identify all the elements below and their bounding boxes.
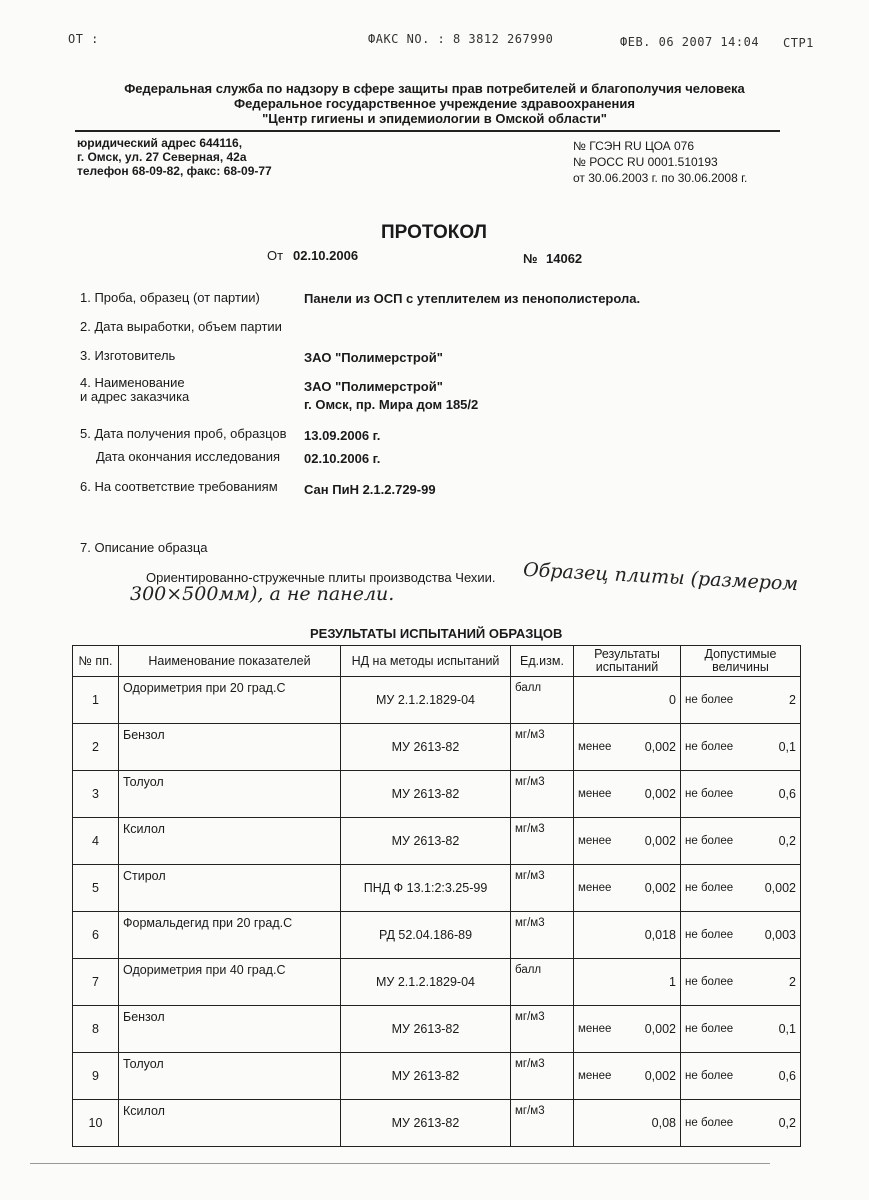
row-limit bbox=[681, 1100, 801, 1147]
row-limit-value: 2 bbox=[789, 693, 796, 707]
row-limit-prefix: не более bbox=[685, 835, 734, 847]
row-num bbox=[73, 865, 119, 912]
header-num: № пп. bbox=[73, 646, 119, 677]
footer-scan-line bbox=[30, 1163, 770, 1164]
row-num bbox=[73, 912, 119, 959]
address-line-1: юридический адрес 644116, bbox=[77, 136, 243, 150]
row-result-prefix: менее bbox=[578, 1070, 612, 1082]
row-unit-text: мг/м3 bbox=[515, 1058, 545, 1070]
table-row bbox=[73, 724, 801, 771]
row-result bbox=[574, 1053, 681, 1100]
row-limit bbox=[681, 912, 801, 959]
row-result-value: 0,018 bbox=[644, 928, 676, 942]
row-method-text: МУ 2613-82 bbox=[391, 740, 460, 754]
row-limit-prefix: не более bbox=[685, 694, 734, 706]
field-4-value-b: г. Омск, пр. Мира дом 185/2 bbox=[304, 397, 479, 412]
row-limit bbox=[681, 1006, 801, 1053]
row-name-text: Формальдегид при 20 град.С bbox=[123, 916, 293, 930]
row-unit-text: балл bbox=[515, 682, 542, 694]
row-unit bbox=[511, 1053, 574, 1100]
org-line-3: "Центр гигиены и эпидемиологии в Омской области" bbox=[262, 111, 607, 126]
row-num bbox=[73, 771, 119, 818]
protocol-number: 14062 bbox=[546, 251, 583, 266]
row-num-text: 8 bbox=[92, 1022, 99, 1036]
row-result bbox=[574, 912, 681, 959]
table-row bbox=[73, 771, 801, 818]
field-4-label-a: 4. Наименование bbox=[80, 375, 185, 390]
row-method-text: ПНД Ф 13.1:2:3.25-99 bbox=[363, 881, 488, 895]
row-name-text: Ксилол bbox=[123, 1104, 165, 1118]
field-6-label: 6. На соответствие требованиям bbox=[80, 479, 278, 494]
row-result-value: 0,002 bbox=[644, 1022, 676, 1036]
field-6-value: Сан ПиН 2.1.2.729-99 bbox=[304, 482, 436, 497]
row-result bbox=[574, 724, 681, 771]
row-num-text: 4 bbox=[92, 834, 99, 848]
row-limit-prefix: не более bbox=[685, 741, 734, 753]
field-5-value-b: 02.10.2006 г. bbox=[304, 451, 381, 466]
row-unit-text: мг/м3 bbox=[515, 823, 545, 835]
row-unit bbox=[511, 724, 574, 771]
row-num bbox=[73, 1006, 119, 1053]
row-name-text: Одориметрия при 20 град.С bbox=[123, 681, 286, 695]
row-method-text: МУ 2.1.2.1829-04 bbox=[376, 693, 475, 707]
row-result-prefix: менее bbox=[578, 835, 612, 847]
table-row bbox=[73, 677, 801, 724]
row-limit-value: 2 bbox=[789, 975, 796, 989]
row-limit-prefix: не более bbox=[685, 1023, 734, 1035]
row-result-value: 1 bbox=[669, 975, 676, 989]
table-row bbox=[73, 912, 801, 959]
row-num-text: 10 bbox=[88, 1116, 103, 1130]
row-limit bbox=[681, 959, 801, 1006]
row-unit bbox=[511, 1100, 574, 1147]
row-name bbox=[119, 1053, 341, 1100]
header-unit: Ед.изм. bbox=[511, 646, 574, 677]
row-num bbox=[73, 818, 119, 865]
table-row bbox=[73, 818, 801, 865]
row-unit bbox=[511, 865, 574, 912]
row-method bbox=[341, 818, 511, 865]
row-num bbox=[73, 959, 119, 1006]
fax-number: ФАКС NO. : 8 3812 267990 bbox=[368, 32, 554, 46]
org-line-1: Федеральная служба по надзору в сфере защиты прав потребителей и благополучия человека bbox=[124, 81, 745, 96]
results-table bbox=[72, 645, 801, 1147]
row-limit bbox=[681, 771, 801, 818]
protocol-number-label: № bbox=[523, 251, 538, 266]
row-limit-value: 0,003 bbox=[764, 928, 796, 942]
row-unit bbox=[511, 771, 574, 818]
accreditation-line-3: от 30.06.2003 г. по 30.06.2008 г. bbox=[573, 171, 748, 185]
row-limit-value: 0,6 bbox=[778, 787, 796, 801]
row-method-text: МУ 2613-82 bbox=[391, 1116, 460, 1130]
row-method bbox=[341, 865, 511, 912]
fax-page: СТР1 bbox=[783, 36, 814, 50]
header-divider bbox=[75, 130, 780, 132]
row-unit-text: мг/м3 bbox=[515, 776, 545, 788]
table-row bbox=[73, 1006, 801, 1053]
row-method-text: МУ 2613-82 bbox=[391, 834, 460, 848]
row-limit-prefix: не более bbox=[685, 1117, 734, 1129]
accreditation-line-1: № ГСЭН RU ЦОА 076 bbox=[573, 139, 695, 153]
row-name bbox=[119, 724, 341, 771]
address-line-2: г. Омск, ул. 27 Северная, 42а bbox=[77, 150, 247, 164]
row-limit-value: 0,2 bbox=[778, 1116, 796, 1130]
row-name-text: Толуол bbox=[123, 775, 164, 789]
row-result-value: 0,002 bbox=[644, 1069, 676, 1083]
row-limit bbox=[681, 1053, 801, 1100]
row-name bbox=[119, 865, 341, 912]
row-unit-text: мг/м3 bbox=[515, 729, 545, 741]
row-num-text: 7 bbox=[92, 975, 99, 989]
handwritten-note-line-1: Образец плиты (размером bbox=[522, 558, 799, 596]
field-3-value: ЗАО "Полимерстрой" bbox=[304, 350, 443, 365]
row-name-text: Бензол bbox=[123, 728, 165, 742]
protocol-from-label: От bbox=[267, 248, 284, 263]
row-unit-text: мг/м3 bbox=[515, 870, 545, 882]
row-result bbox=[574, 771, 681, 818]
field-2-label: 2. Дата выработки, объем партии bbox=[80, 319, 282, 334]
header-method: НД на методы испытаний bbox=[341, 646, 511, 677]
header-name: Наименование показателей bbox=[119, 646, 341, 677]
row-method bbox=[341, 1006, 511, 1053]
row-method bbox=[341, 724, 511, 771]
row-num-text: 1 bbox=[92, 693, 99, 707]
row-limit-value: 0,1 bbox=[778, 1022, 796, 1036]
row-result-value: 0,002 bbox=[644, 834, 676, 848]
field-1-label: 1. Проба, образец (от партии) bbox=[80, 290, 260, 305]
row-result bbox=[574, 818, 681, 865]
row-name-text: Ксилол bbox=[123, 822, 165, 836]
row-unit bbox=[511, 818, 574, 865]
row-num-text: 2 bbox=[92, 740, 99, 754]
row-result bbox=[574, 959, 681, 1006]
row-method bbox=[341, 1053, 511, 1100]
row-limit-value: 0,002 bbox=[764, 881, 796, 895]
accreditation-line-2: № РОСС RU 0001.510193 bbox=[573, 155, 718, 169]
protocol-title: ПРОТОКОЛ bbox=[381, 222, 488, 243]
row-name bbox=[119, 959, 341, 1006]
row-num-text: 6 bbox=[92, 928, 99, 942]
row-unit-text: мг/м3 bbox=[515, 917, 545, 929]
row-method bbox=[341, 912, 511, 959]
row-unit bbox=[511, 959, 574, 1006]
table-row bbox=[73, 865, 801, 912]
row-result-prefix: менее bbox=[578, 882, 612, 894]
row-unit-text: мг/м3 bbox=[515, 1105, 545, 1117]
row-method-text: МУ 2613-82 bbox=[391, 787, 460, 801]
row-result-prefix: менее bbox=[578, 1023, 612, 1035]
row-name bbox=[119, 1100, 341, 1147]
row-limit-prefix: не более bbox=[685, 882, 734, 894]
row-limit-prefix: не более bbox=[685, 1070, 734, 1082]
protocol-date: 02.10.2006 bbox=[293, 248, 359, 263]
org-line-2: Федеральное государственное учреждение здравоохранения bbox=[234, 96, 635, 111]
row-name-text: Одориметрия при 40 град.С bbox=[123, 963, 286, 977]
row-result-value: 0,002 bbox=[644, 740, 676, 754]
table-row bbox=[73, 1053, 801, 1100]
row-method bbox=[341, 771, 511, 818]
field-5-value-a: 13.09.2006 г. bbox=[304, 428, 381, 443]
row-unit-text: мг/м3 bbox=[515, 1011, 545, 1023]
table-header-row bbox=[73, 646, 801, 677]
row-result-prefix: менее bbox=[578, 788, 612, 800]
field-4-label-b: и адрес заказчика bbox=[80, 389, 190, 404]
handwritten-note-line-2: 300×500мм), а не панели. bbox=[130, 583, 395, 605]
field-4-value-a: ЗАО "Полимерстрой" bbox=[304, 379, 443, 394]
row-method-text: МУ 2.1.2.1829-04 bbox=[376, 975, 475, 989]
row-name-text: Толуол bbox=[123, 1057, 164, 1071]
row-num bbox=[73, 1100, 119, 1147]
row-method-text: МУ 2613-82 bbox=[391, 1069, 460, 1083]
row-unit bbox=[511, 1006, 574, 1053]
row-unit bbox=[511, 677, 574, 724]
row-name bbox=[119, 818, 341, 865]
row-limit-prefix: не более bbox=[685, 976, 734, 988]
fax-from: ОТ : bbox=[68, 32, 99, 46]
row-num-text: 3 bbox=[92, 787, 99, 801]
row-num-text: 5 bbox=[92, 881, 99, 895]
row-method-text: МУ 2613-82 bbox=[391, 1022, 460, 1036]
row-unit-text: балл bbox=[515, 964, 542, 976]
row-result bbox=[574, 865, 681, 912]
row-method-text: РД 52.04.186-89 bbox=[378, 928, 473, 942]
row-limit bbox=[681, 865, 801, 912]
row-num bbox=[73, 677, 119, 724]
row-method bbox=[341, 677, 511, 724]
row-limit-prefix: не более bbox=[685, 788, 734, 800]
row-name-text: Стирол bbox=[123, 869, 166, 883]
field-3-label: 3. Изготовитель bbox=[80, 348, 176, 363]
row-result bbox=[574, 1006, 681, 1053]
field-7-label: 7. Описание образца bbox=[80, 540, 208, 555]
row-num bbox=[73, 724, 119, 771]
row-method bbox=[341, 1100, 511, 1147]
row-limit-value: 0,1 bbox=[778, 740, 796, 754]
row-result bbox=[574, 677, 681, 724]
results-title: РЕЗУЛЬТАТЫ ИСПЫТАНИЙ ОБРАЗЦОВ bbox=[310, 626, 563, 641]
row-limit-value: 0,2 bbox=[778, 834, 796, 848]
row-result-value: 0 bbox=[669, 693, 676, 707]
row-result bbox=[574, 1100, 681, 1147]
row-unit bbox=[511, 912, 574, 959]
header-result: Результаты испытаний bbox=[574, 646, 681, 677]
field-5-label-a: 5. Дата получения проб, образцов bbox=[80, 426, 287, 441]
row-limit bbox=[681, 677, 801, 724]
row-result-value: 0,002 bbox=[644, 881, 676, 895]
row-name bbox=[119, 1006, 341, 1053]
field-1-value: Панели из ОСП с утеплителем из пенополистерола. bbox=[304, 291, 641, 306]
row-result-value: 0,002 bbox=[644, 787, 676, 801]
row-limit-prefix: не более bbox=[685, 929, 734, 941]
field-5-label-b: Дата окончания исследования bbox=[96, 449, 281, 464]
row-result-prefix: менее bbox=[578, 741, 612, 753]
row-name-text: Бензол bbox=[123, 1010, 165, 1024]
fax-date: ФЕВ. 06 2007 14:04 bbox=[620, 35, 760, 49]
address-line-3: телефон 68-09-82, факс: 68-09-77 bbox=[77, 164, 272, 178]
header-limit: Допустимые величины bbox=[681, 646, 801, 677]
table-row bbox=[73, 1100, 801, 1147]
row-result-value: 0,08 bbox=[651, 1116, 676, 1130]
row-name bbox=[119, 677, 341, 724]
row-limit bbox=[681, 724, 801, 771]
field-7-value: Ориентированно-стружечные плиты производства Чехии. bbox=[146, 570, 496, 585]
row-name bbox=[119, 912, 341, 959]
row-name bbox=[119, 771, 341, 818]
row-method bbox=[341, 959, 511, 1006]
row-num bbox=[73, 1053, 119, 1100]
row-limit-value: 0,6 bbox=[778, 1069, 796, 1083]
table-row bbox=[73, 959, 801, 1006]
row-limit bbox=[681, 818, 801, 865]
row-num-text: 9 bbox=[92, 1069, 99, 1083]
